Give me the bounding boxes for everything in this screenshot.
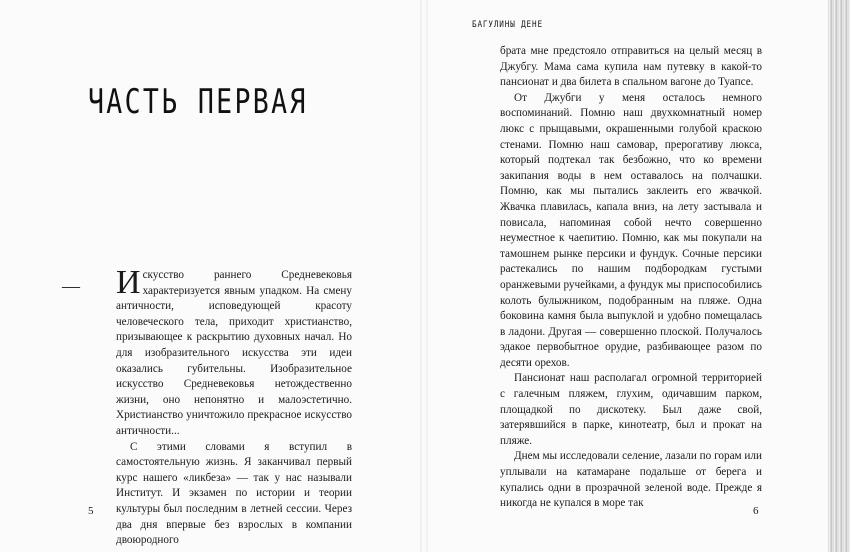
dialogue-dash: — bbox=[62, 276, 80, 296]
paragraph: От Джубги у меня осталось немного воспоминаний. Помню наш двухкомнатный номер люкс с прыщавыми, окрашенными голубой краскою стенами. Помню наш самовар, прерогативу люкса, который подтекал так безбожно, что ко времени закипания воды в нем оставалось на полчашки. Помню, как мы пытались заклеить его жвачкой. Жвачка плавилась, капала вниз, на лету застывала и повисала, напоминая собой нечто совершенно неуместное к чаепитию. Помню, как мы покупали на тамошнем рынке персики и фундук. Сочные персики растекались по нашим подбородкам густыми оранжевыми ручейками, а фундук мы приспособились колоть булыжником, подобранным на пляже. Одна боковина камня была выпуклой и удобно помещалась в ладони. Другая — совершенно плоской. Получалось эдакое первобытное орудие, разбивающее разом по десяти орехов. bbox=[500, 91, 762, 369]
page-number-right: 6 bbox=[753, 505, 759, 517]
left-page bbox=[0, 0, 424, 552]
paragraph: С этими словами я вступил в самостоятельную жизнь. Я заканчивал первый курс нашего «ликбеза» — так у нас называли Институт. И экзамен по истории и теории культуры был последним в летней сессии. Через два дня впервые без взрослых в компании двоюродного bbox=[116, 440, 352, 547]
right-page-body bbox=[500, 44, 762, 512]
paragraph: Пансионат наш располагал огромной территорией с галечным пляжем, глухим, одичавшим парком, площадкой по дискотеку. Был даже свой, затерявшийся в парке, кинотеатр, был и прокат на пляже. bbox=[500, 372, 762, 447]
part-title: ЧАСТЬ ПЕРВАЯ bbox=[88, 82, 308, 122]
paragraph: брата мне предстояло отправиться на целый месяц в Джубгу. Мама сама купила нам путевку в какой-то пансионат и два билета в спальном вагоне до Туапсе. bbox=[500, 45, 762, 89]
book-gutter bbox=[420, 0, 428, 552]
drop-cap: И bbox=[116, 264, 141, 301]
page-number-left: 5 bbox=[88, 505, 94, 517]
paragraph: Днем мы исследовали селение, лазали по горам или уплывали на катамаране подальше от берега и купались одни в прозрачной зеленой воде. Прежде я никогда не купался в море так bbox=[500, 450, 762, 510]
opening-paragraph-text: скусство раннего Средневековья характеризуется явным упадком. На смену античности, исповедующей красоту человеческого тела, приходит христианство, призывающее к раскрытию духовных начал. Но для изобразительного искусства эти идеи оказались губительны. Изобразительное искусство Средневековья нетождественно жизни, оно непонятно и малоэстетично. Христианство уничтожило прекрасное искусство античности... bbox=[116, 269, 352, 437]
running-head: БАГУЛИНЫ ДЕНЕ bbox=[472, 20, 543, 30]
left-page-body bbox=[116, 264, 352, 549]
opening-paragraph bbox=[116, 264, 352, 440]
page-edges bbox=[828, 0, 850, 552]
